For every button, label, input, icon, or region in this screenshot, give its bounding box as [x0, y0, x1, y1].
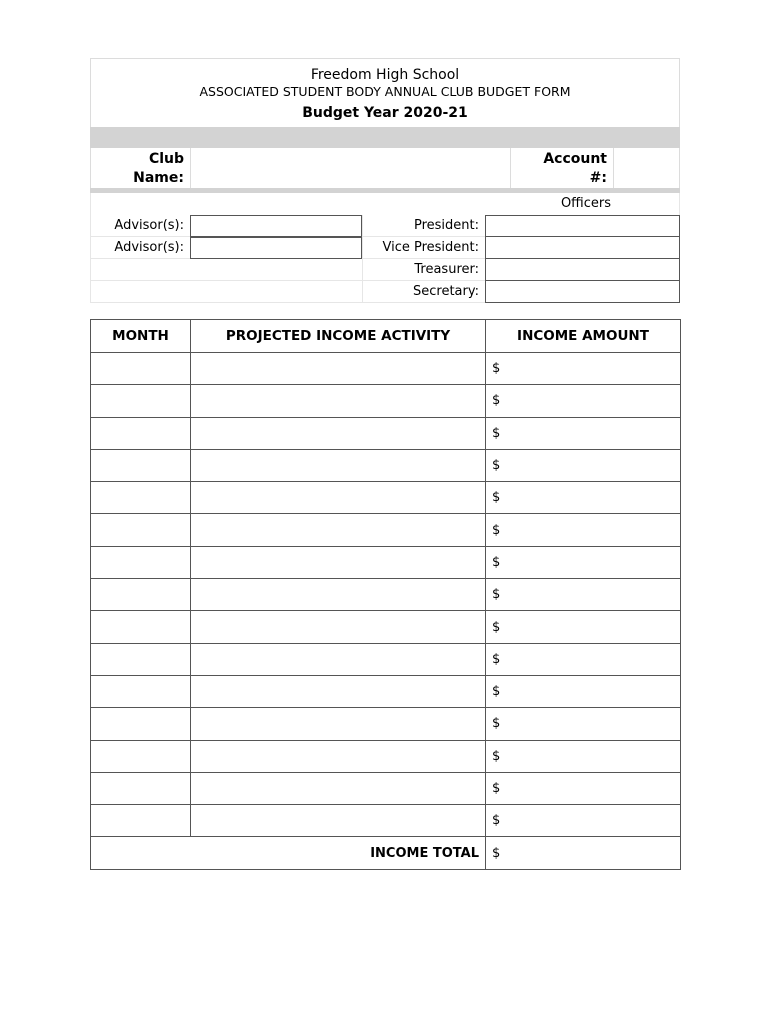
amount-cell[interactable] — [486, 708, 681, 740]
currency-symbol: $ — [492, 490, 501, 506]
income-row — [91, 611, 681, 643]
income-row — [91, 708, 681, 740]
income-row — [91, 772, 681, 804]
amount-cell[interactable] — [486, 546, 681, 578]
currency-symbol: $ — [492, 458, 501, 474]
income-row — [91, 643, 681, 675]
month-cell[interactable] — [91, 449, 191, 481]
income-total-label: INCOME TOTAL — [91, 837, 486, 869]
income-row — [91, 449, 681, 481]
advisor-label: Advisor(s): — [90, 215, 190, 237]
account-number-label: Account #: — [511, 148, 614, 188]
income-table-header — [91, 320, 681, 353]
amount-cell[interactable] — [486, 772, 681, 804]
income-row — [91, 546, 681, 578]
activity-cell[interactable] — [191, 611, 486, 643]
income-total-row — [91, 837, 681, 869]
activity-cell[interactable] — [191, 675, 486, 707]
amount-cell[interactable] — [486, 675, 681, 707]
currency-symbol: $ — [492, 813, 501, 829]
treasurer-label: Treasurer: — [362, 259, 485, 281]
currency-symbol: $ — [492, 619, 501, 635]
currency-symbol: $ — [492, 781, 501, 796]
month-cell[interactable] — [91, 385, 191, 417]
currency-symbol: $ — [492, 522, 501, 538]
month-cell[interactable] — [91, 772, 191, 804]
amount-cell[interactable] — [486, 353, 681, 385]
month-cell[interactable] — [91, 708, 191, 740]
form-title: ASSOCIATED STUDENT BODY ANNUAL CLUB BUDGET FORM — [199, 84, 571, 99]
activity-cell[interactable] — [191, 546, 486, 578]
amount-cell[interactable] — [486, 514, 681, 546]
activity-cell[interactable] — [191, 353, 486, 385]
month-cell[interactable] — [91, 417, 191, 449]
activity-cell[interactable] — [191, 514, 486, 546]
activity-cell[interactable] — [191, 643, 486, 675]
blank-cell — [190, 281, 362, 303]
activity-cell[interactable] — [191, 805, 486, 837]
month-cell[interactable] — [91, 805, 191, 837]
income-table — [90, 319, 681, 870]
vice-president-field[interactable] — [485, 237, 680, 259]
advisor-field[interactable] — [190, 237, 362, 259]
amount-cell[interactable] — [486, 482, 681, 514]
income-row — [91, 579, 681, 611]
amount-cell[interactable] — [486, 740, 681, 772]
currency-symbol: $ — [492, 748, 501, 764]
president-field[interactable] — [485, 215, 680, 237]
officer-row — [90, 281, 680, 303]
activity-column-header: PROJECTED INCOME ACTIVITY — [191, 320, 486, 353]
income-row — [91, 417, 681, 449]
budget-year: Budget Year 2020-21 — [302, 105, 468, 121]
club-name-label: Club Name: — [91, 148, 191, 188]
president-label: President: — [362, 215, 485, 237]
month-cell[interactable] — [91, 643, 191, 675]
amount-column-header: INCOME AMOUNT — [486, 320, 681, 353]
income-row — [91, 740, 681, 772]
officer-row — [90, 259, 680, 281]
activity-cell[interactable] — [191, 708, 486, 740]
advisor-label: Advisor(s): — [90, 237, 190, 259]
activity-cell[interactable] — [191, 449, 486, 481]
month-cell[interactable] — [91, 353, 191, 385]
budget-form — [90, 58, 680, 303]
amount-cell[interactable] — [486, 385, 681, 417]
officers-heading-row — [90, 193, 680, 215]
account-number-field[interactable] — [614, 148, 679, 188]
income-total-amount[interactable] — [486, 837, 681, 869]
officer-row — [90, 215, 680, 237]
secretary-label: Secretary: — [362, 281, 485, 303]
currency-symbol: $ — [492, 393, 501, 409]
amount-cell[interactable] — [486, 449, 681, 481]
month-cell[interactable] — [91, 740, 191, 772]
blank-label-cell — [90, 259, 190, 281]
vice-president-label: Vice President: — [362, 237, 485, 259]
officers-heading: Officers — [560, 196, 612, 211]
month-cell[interactable] — [91, 675, 191, 707]
activity-cell[interactable] — [191, 579, 486, 611]
income-row — [91, 675, 681, 707]
activity-cell[interactable] — [191, 385, 486, 417]
currency-symbol: $ — [492, 651, 501, 667]
income-row — [91, 514, 681, 546]
form-header — [90, 58, 680, 127]
income-row — [91, 805, 681, 837]
activity-cell[interactable] — [191, 482, 486, 514]
currency-symbol: $ — [492, 361, 501, 377]
activity-cell[interactable] — [191, 740, 486, 772]
header-divider — [90, 127, 680, 148]
activity-cell[interactable] — [191, 417, 486, 449]
club-info-row — [90, 148, 680, 188]
income-row — [91, 482, 681, 514]
month-cell[interactable] — [91, 611, 191, 643]
currency-symbol: $ — [492, 716, 501, 732]
school-name: Freedom High School — [310, 67, 460, 83]
activity-cell[interactable] — [191, 772, 486, 804]
club-name-field[interactable] — [191, 148, 511, 188]
amount-cell[interactable] — [486, 579, 681, 611]
income-row — [91, 353, 681, 385]
month-cell[interactable] — [91, 579, 191, 611]
currency-symbol: $ — [492, 684, 501, 700]
amount-cell[interactable] — [486, 643, 681, 675]
month-cell[interactable] — [91, 514, 191, 546]
officer-row — [90, 237, 680, 259]
amount-cell[interactable] — [486, 611, 681, 643]
advisor-field[interactable] — [190, 215, 362, 237]
secretary-field[interactable] — [485, 281, 680, 303]
month-cell[interactable] — [91, 546, 191, 578]
blank-label-cell — [90, 281, 190, 303]
currency-symbol: $ — [492, 587, 501, 603]
amount-cell[interactable] — [486, 805, 681, 837]
currency-symbol: $ — [492, 554, 501, 570]
month-cell[interactable] — [91, 482, 191, 514]
treasurer-field[interactable] — [485, 259, 680, 281]
blank-cell — [190, 259, 362, 281]
currency-symbol: $ — [492, 845, 501, 861]
amount-cell[interactable] — [486, 417, 681, 449]
month-column-header: MONTH — [91, 320, 191, 353]
currency-symbol: $ — [492, 425, 501, 441]
income-row — [91, 385, 681, 417]
